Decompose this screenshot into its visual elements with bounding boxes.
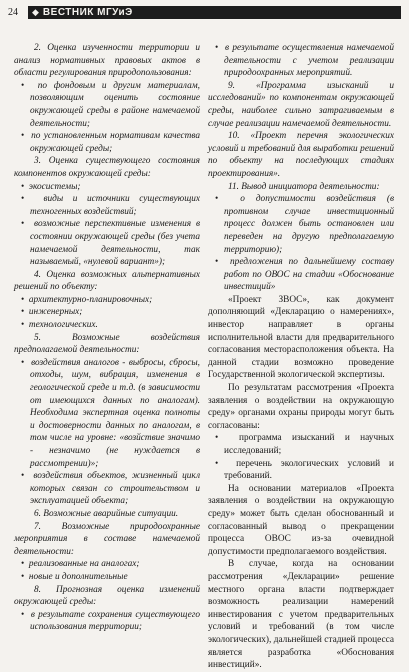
bullet-item: • по фондовым и другим материалам, позволяющим оценить состояние окружающей среды в районе намечаемой деятельности;: [14, 80, 200, 130]
page-number: 24: [8, 6, 18, 18]
diamond-icon: ◆: [32, 6, 39, 17]
bullet-item: • программа изысканий и научных исследований;: [208, 432, 394, 457]
right-column: [208, 42, 394, 672]
bullet-item: • перечень экологических условий и требований.: [208, 458, 394, 483]
paragraph: 2. Оценка изученности территории и анализ нормативных правовых актов в области регулирования природопользования:: [14, 43, 200, 79]
bullet-item: • виды и источники существующих техногенных воздействий;: [14, 193, 200, 218]
bullet-item: • технологических.: [14, 319, 200, 332]
paragraph: 6. Возможные аварийные ситуации.: [34, 508, 179, 519]
bullet-item: • в результате осуществления намечаемой деятельности с учетом реализации природоохранных мероприятий.: [208, 42, 394, 80]
bullet-item: • возможные перспективные изменения в состоянии окружающей среды (без учета намечаемой деятельности, так называемый, «нулевой вариант»);: [14, 218, 200, 268]
paragraph: 7. Возможные природоохранные мероприятия в составе намечаемой деятельности:: [14, 521, 200, 557]
paragraph: 3. Оценка существующего состояния компонентов окружающей среды:: [14, 156, 200, 179]
bullet-item: • предложения по дальнейшему составу работ по ОВОС на стадии «Обоснование инвестиций»: [208, 256, 394, 294]
page-header: [8, 4, 401, 20]
paragraph: 9. «Программа изысканий и исследований» по компонентам окружающей среды, наиболее сильно затрагиваемым в случае реализации намечаемой деятельности.: [208, 80, 394, 129]
bullet-item: • архитектурно-планировочных;: [14, 294, 200, 307]
bullet-item: • по установленным нормативам качества окружающей среды;: [14, 130, 200, 155]
paragraph: 4. Оценка возможных альтернативных решений по объекту:: [14, 269, 200, 293]
paragraph: «Проект ЗВОС», как документ дополняющий «Декларацию о намерениях», инвестор направляет в органы исполнительной власти для предварительного согласования месторасположения объекта. На данной стадии возможно проведение Государственной экологической экспертизы.: [208, 294, 394, 381]
bullet-item: • о допустимости воздействия (в противном случае инвестиционный процесс должен быть остановлен или переведен на другую предполагаемую территорию);: [208, 193, 394, 256]
left-column: [14, 42, 200, 634]
bullet-item: • в результате сохранения существующего использования территории;: [14, 609, 200, 634]
paragraph: 8. Прогнозная оценка изменений окружающей среды:: [14, 584, 200, 608]
journal-title: ВЕСТНИК МГУиЭ: [42, 6, 133, 18]
paragraph: На основании материалов «Проекта заявления о воздействии на окружающую среду» может быть сделан обоснованный и согласованный вывод о прекращении процесса ОВОС из-за очевидной допустимости предполагаемого воздействия.: [208, 483, 394, 557]
bullet-item: • новые и дополнительные: [14, 571, 200, 584]
bullet-item: • реализованные на аналогах;: [14, 558, 200, 571]
paragraph: 5. Возможные воздействия предполагаемой деятельности:: [14, 332, 200, 356]
paragraph: По результатам рассмотрения «Проекта заявления о воздействии на окружающую среду» органами охраны природы могут быть согласованы:: [208, 383, 394, 431]
bullet-item: • воздействия аналогов - выбросы, сбросы, отходы, шум, вибрация, изменения в геологической среде и т.д. (в зависимости от имеющихся данных по аналогам). Необходима экспертная оценка полноты и достоверности данных по аналогам, в том числе на уровне: «возйствие значимо - незначимо (не нуждается в рассмотрении)»;: [14, 357, 200, 470]
bullet-item: • воздействия объектов, жизненный цикл которых связан со строительством и эксплуатацией объекта;: [14, 470, 200, 508]
paragraph: 11. Вывод инициатора деятельности:: [228, 181, 380, 192]
header-bar: [28, 6, 401, 19]
paragraph: 10. «Проект перечня экологических условий и требований для выработки решений по объекту на последующих стадиях проектирования».: [208, 131, 394, 179]
bullet-item: • экосистемы;: [14, 181, 200, 194]
bullet-item: • инженерных;: [14, 306, 200, 319]
paragraph: В случае, когда на основании рассмотрения «Декларации» решение местного органа власти подтверждает возможность реализации намерений инвестирования с учетом предварительных условий и требований (в том числе экологических), дальнейшей стадией процесса является разработка «Обоснования инвестиций».: [208, 559, 394, 671]
